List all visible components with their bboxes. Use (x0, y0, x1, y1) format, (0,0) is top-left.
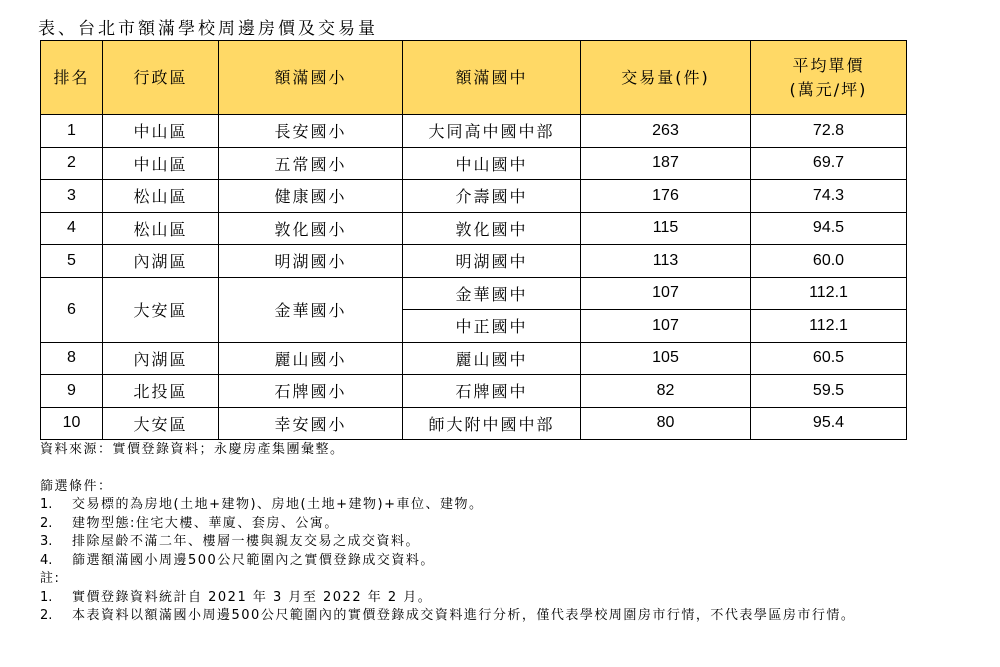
junior-cell: 介壽國中 (403, 180, 581, 213)
volume-cell: 105 (581, 342, 751, 375)
district-cell: 中山區 (103, 147, 219, 180)
volume-cell: 263 (581, 115, 751, 148)
header-district: 行政區 (103, 41, 219, 115)
price-cell: 60.5 (751, 342, 907, 375)
district-cell: 中山區 (103, 115, 219, 148)
table-row (41, 375, 907, 408)
volume-cell: 107 (581, 310, 751, 343)
table-row (41, 115, 907, 148)
elementary-cell: 明湖國小 (219, 245, 403, 278)
district-cell: 大安區 (103, 277, 219, 342)
volume-cell: 80 (581, 407, 751, 440)
filter-item (40, 552, 982, 571)
volume-cell: 176 (581, 180, 751, 213)
volume-cell: 107 (581, 277, 751, 310)
rank-cell: 3 (41, 180, 103, 213)
district-cell: 松山區 (103, 212, 219, 245)
filter-text: 排除屋齡不滿二年、樓層一樓與親友交易之成交資料。 (72, 534, 421, 549)
table-row (41, 277, 907, 310)
rank-cell: 8 (41, 342, 103, 375)
junior-cell: 師大附中國中部 (403, 407, 581, 440)
rank-cell: 1 (41, 115, 103, 148)
filter-text: 交易標的為房地(土地+建物)、房地(土地+建物)+車位、建物。 (72, 497, 484, 512)
junior-cell: 金華國中 (403, 277, 581, 310)
rank-cell: 6 (41, 277, 103, 342)
note-text: 實價登錄資料統計自 2021 年 3 月至 2022 年 2 月。 (72, 589, 433, 605)
filter-number: 3. (40, 534, 53, 549)
header-volume: 交易量(件) (581, 41, 751, 115)
header-row (41, 41, 907, 115)
elementary-cell: 金華國小 (219, 277, 403, 342)
filter-item (40, 533, 982, 552)
price-cell: 74.3 (751, 180, 907, 213)
filter-title: 篩選條件： (40, 478, 113, 494)
table-title: 表、台北市額滿學校周邊房價及交易量 (38, 19, 378, 39)
rank-cell: 2 (41, 147, 103, 180)
elementary-cell: 長安國小 (219, 115, 403, 148)
elementary-cell: 敦化國小 (219, 212, 403, 245)
junior-cell: 大同高中國中部 (403, 115, 581, 148)
rank-cell: 5 (41, 245, 103, 278)
filter-item (40, 496, 982, 515)
note-number: 2. (40, 608, 53, 623)
elementary-cell: 石牌國小 (219, 375, 403, 408)
junior-cell: 石牌國中 (403, 375, 581, 408)
district-cell: 北投區 (103, 375, 219, 408)
filter-number: 2. (40, 515, 53, 531)
filter-item (40, 515, 982, 534)
note-number: 1. (40, 589, 53, 605)
note-text: 本表資料以額滿國小周邊500公尺範圍內的實價登錄成交資料進行分析，僅代表學校周圍房市行情，不代表學區房市行情。 (72, 608, 856, 623)
table-row (41, 342, 907, 375)
table-row (41, 180, 907, 213)
filter-text: 篩選額滿國小周邊500公尺範圍內之實價登錄成交資料。 (72, 552, 435, 568)
price-cell: 72.8 (751, 115, 907, 148)
price-cell: 60.0 (751, 245, 907, 278)
district-cell: 內湖區 (103, 342, 219, 375)
table-row (41, 147, 907, 180)
junior-cell: 敦化國中 (403, 212, 581, 245)
junior-cell: 中山國中 (403, 147, 581, 180)
volume-cell: 113 (581, 245, 751, 278)
price-cell: 69.7 (751, 147, 907, 180)
district-cell: 松山區 (103, 180, 219, 213)
elementary-cell: 麗山國小 (219, 342, 403, 375)
price-cell: 112.1 (751, 310, 907, 343)
volume-cell: 115 (581, 212, 751, 245)
filter-number: 4. (40, 552, 53, 568)
junior-cell: 麗山國中 (403, 342, 581, 375)
rank-cell: 4 (41, 212, 103, 245)
rank-cell: 9 (41, 375, 103, 408)
elementary-cell: 幸安國小 (219, 407, 403, 440)
price-cell: 94.5 (751, 212, 907, 245)
note-item (40, 607, 982, 626)
price-cell: 95.4 (751, 407, 907, 440)
junior-cell: 中正國中 (403, 310, 581, 343)
filter-number: 1. (40, 497, 53, 512)
price-cell: 112.1 (751, 277, 907, 310)
elementary-cell: 五常國小 (219, 147, 403, 180)
notes-title: 註: (40, 571, 61, 586)
table-row (41, 212, 907, 245)
table-row (41, 407, 907, 440)
filter-text: 建物型態:住宅大樓、華廈、套房、公寓。 (72, 515, 339, 531)
school-price-table (40, 40, 907, 440)
district-cell: 大安區 (103, 407, 219, 440)
rank-cell: 10 (41, 407, 103, 440)
header-elementary: 額滿國小 (219, 41, 403, 115)
header-price-line1: 平均單價 (792, 56, 865, 76)
junior-cell: 明湖國中 (403, 245, 581, 278)
header-price-line2: (萬元/坪) (789, 79, 868, 99)
note-item (40, 589, 982, 608)
source-note: 資料來源：實價登錄資料；永慶房產集團彙整。 (40, 442, 345, 457)
elementary-cell: 健康國小 (219, 180, 403, 213)
header-junior: 額滿國中 (403, 41, 581, 115)
header-price (751, 41, 907, 115)
footnotes (40, 441, 982, 626)
volume-cell: 187 (581, 147, 751, 180)
header-rank: 排名 (41, 41, 103, 115)
price-cell: 59.5 (751, 375, 907, 408)
volume-cell: 82 (581, 375, 751, 408)
table-row (41, 245, 907, 278)
district-cell: 內湖區 (103, 245, 219, 278)
